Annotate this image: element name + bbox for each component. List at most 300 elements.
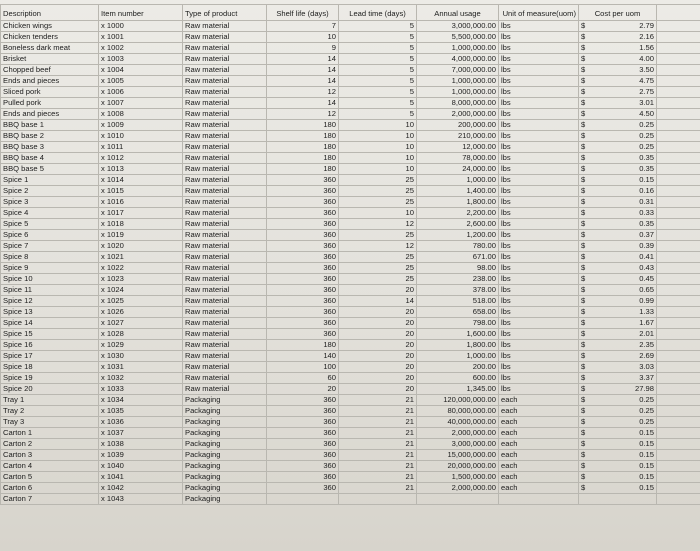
- cell-blank: [657, 164, 700, 175]
- cell-lead-time: 5: [339, 54, 417, 65]
- table-row: [1, 54, 700, 65]
- table-row: [1, 296, 700, 307]
- cell-type: Raw material: [183, 263, 267, 274]
- cell-annual-usage: 1,400.00: [417, 186, 499, 197]
- cell-type: Raw material: [183, 21, 267, 32]
- table-row: [1, 351, 700, 362]
- currency-symbol: $: [581, 428, 586, 437]
- cost-value: 2.01: [639, 329, 654, 338]
- cell-shelf-life: 360: [267, 329, 339, 340]
- cell-lead-time: 5: [339, 76, 417, 87]
- cost-value: 0.15: [639, 450, 654, 459]
- cell-type: Raw material: [183, 318, 267, 329]
- table-row: [1, 318, 700, 329]
- cell-shelf-life: 360: [267, 241, 339, 252]
- cost-value: 1.67: [639, 318, 654, 327]
- cell-uom: lbs: [499, 340, 579, 351]
- cost-value: 0.16: [639, 186, 654, 195]
- cell-cost: [579, 483, 657, 494]
- cell-uom: lbs: [499, 329, 579, 340]
- cell-cost: [579, 153, 657, 164]
- cell-annual-usage: 671.00: [417, 252, 499, 263]
- table-row: [1, 384, 700, 395]
- cell-uom: lbs: [499, 285, 579, 296]
- cell-uom: lbs: [499, 32, 579, 43]
- cost-value: 2.69: [639, 351, 654, 360]
- currency-symbol: $: [581, 98, 586, 107]
- cell-description: Boneless dark meat: [1, 43, 99, 54]
- cell-description: Spice 11: [1, 285, 99, 296]
- cell-cost: [579, 43, 657, 54]
- cell-shelf-life: 180: [267, 120, 339, 131]
- cell-uom: lbs: [499, 43, 579, 54]
- cell-type: Raw material: [183, 120, 267, 131]
- cell-description: Spice 19: [1, 373, 99, 384]
- cell-cost: [579, 76, 657, 87]
- cell-blank: [657, 406, 700, 417]
- cell-cost: [579, 406, 657, 417]
- cell-item-number: x 1010: [99, 131, 183, 142]
- cell-shelf-life: 360: [267, 197, 339, 208]
- cell-cost: [579, 329, 657, 340]
- cell-type: Raw material: [183, 175, 267, 186]
- inventory-table: [0, 4, 700, 505]
- currency-symbol: $: [581, 208, 586, 217]
- cell-lead-time: 12: [339, 219, 417, 230]
- cell-type: Raw material: [183, 131, 267, 142]
- cell-uom: lbs: [499, 109, 579, 120]
- cell-shelf-life: [267, 494, 339, 505]
- cell-blank: [657, 417, 700, 428]
- table-row: [1, 362, 700, 373]
- cost-value: 0.33: [639, 208, 654, 217]
- cell-item-number: x 1039: [99, 450, 183, 461]
- cell-shelf-life: 360: [267, 318, 339, 329]
- cell-description: Spice 4: [1, 208, 99, 219]
- cell-uom: lbs: [499, 307, 579, 318]
- cell-shelf-life: 10: [267, 32, 339, 43]
- cell-uom: lbs: [499, 87, 579, 98]
- cost-value: 3.37: [639, 373, 654, 382]
- cell-blank: [657, 76, 700, 87]
- cost-value: 0.15: [639, 472, 654, 481]
- cell-annual-usage: 1,000,000.00: [417, 76, 499, 87]
- table-row: [1, 252, 700, 263]
- cell-type: Raw material: [183, 362, 267, 373]
- cell-description: Spice 13: [1, 307, 99, 318]
- cell-cost: [579, 472, 657, 483]
- table-row: [1, 197, 700, 208]
- cell-annual-usage: 40,000,000.00: [417, 417, 499, 428]
- cell-blank: [657, 373, 700, 384]
- cell-type: Packaging: [183, 395, 267, 406]
- table-body: [1, 21, 700, 505]
- currency-symbol: $: [581, 230, 586, 239]
- cell-lead-time: 20: [339, 285, 417, 296]
- cell-shelf-life: 14: [267, 54, 339, 65]
- cost-value: 0.25: [639, 395, 654, 404]
- currency-symbol: $: [581, 153, 586, 162]
- table-row: [1, 21, 700, 32]
- cell-blank: [657, 43, 700, 54]
- table-row: [1, 428, 700, 439]
- cell-description: Spice 18: [1, 362, 99, 373]
- cell-cost: [579, 274, 657, 285]
- cell-item-number: x 1002: [99, 43, 183, 54]
- cell-annual-usage: 378.00: [417, 285, 499, 296]
- cell-type: Raw material: [183, 208, 267, 219]
- cell-cost: [579, 263, 657, 274]
- cell-shelf-life: 360: [267, 450, 339, 461]
- cell-blank: [657, 131, 700, 142]
- table-row: [1, 417, 700, 428]
- header-item-number: Item number: [99, 5, 183, 21]
- cell-uom: lbs: [499, 98, 579, 109]
- cell-shelf-life: 100: [267, 362, 339, 373]
- cell-lead-time: 25: [339, 263, 417, 274]
- cell-blank: [657, 428, 700, 439]
- cell-item-number: x 1014: [99, 175, 183, 186]
- cost-value: 1.56: [639, 43, 654, 52]
- cell-type: Raw material: [183, 76, 267, 87]
- currency-symbol: $: [581, 307, 586, 316]
- cell-shelf-life: 180: [267, 131, 339, 142]
- cell-lead-time: 5: [339, 65, 417, 76]
- cell-blank: [657, 197, 700, 208]
- cell-uom: each: [499, 450, 579, 461]
- currency-symbol: $: [581, 384, 586, 393]
- cost-value: 0.25: [639, 142, 654, 151]
- cell-type: Raw material: [183, 32, 267, 43]
- cell-cost: [579, 428, 657, 439]
- cell-description: Spice 9: [1, 263, 99, 274]
- cell-description: Ends and pieces: [1, 109, 99, 120]
- cell-cost: [579, 219, 657, 230]
- cell-blank: [657, 274, 700, 285]
- cost-value: 0.15: [639, 461, 654, 470]
- cell-shelf-life: 180: [267, 340, 339, 351]
- table-row: [1, 340, 700, 351]
- cell-item-number: x 1032: [99, 373, 183, 384]
- cell-type: Packaging: [183, 406, 267, 417]
- cell-shelf-life: 360: [267, 417, 339, 428]
- cell-lead-time: 21: [339, 428, 417, 439]
- cell-item-number: x 1034: [99, 395, 183, 406]
- cell-shelf-life: 360: [267, 263, 339, 274]
- cell-annual-usage: 120,000,000.00: [417, 395, 499, 406]
- cell-item-number: x 1037: [99, 428, 183, 439]
- currency-symbol: $: [581, 186, 586, 195]
- cell-uom: lbs: [499, 318, 579, 329]
- cell-cost: [579, 439, 657, 450]
- cell-cost: [579, 351, 657, 362]
- cell-description: Sliced pork: [1, 87, 99, 98]
- cell-type: Raw material: [183, 384, 267, 395]
- currency-symbol: $: [581, 417, 586, 426]
- cell-annual-usage: 238.00: [417, 274, 499, 285]
- cell-type: Packaging: [183, 450, 267, 461]
- cell-lead-time: 21: [339, 472, 417, 483]
- cell-description: Spice 16: [1, 340, 99, 351]
- table-row: [1, 219, 700, 230]
- cell-blank: [657, 252, 700, 263]
- cell-item-number: x 1043: [99, 494, 183, 505]
- cell-description: Chicken wings: [1, 21, 99, 32]
- cell-item-number: x 1021: [99, 252, 183, 263]
- cell-annual-usage: 2,000,000.00: [417, 483, 499, 494]
- cell-uom: lbs: [499, 131, 579, 142]
- currency-symbol: $: [581, 76, 586, 85]
- cell-uom: lbs: [499, 219, 579, 230]
- cell-description: Brisket: [1, 54, 99, 65]
- cell-type: Raw material: [183, 197, 267, 208]
- cell-item-number: x 1004: [99, 65, 183, 76]
- cell-lead-time: 25: [339, 197, 417, 208]
- cell-item-number: x 1001: [99, 32, 183, 43]
- cell-blank: [657, 351, 700, 362]
- cost-value: 0.15: [639, 428, 654, 437]
- cell-description: BBQ base 1: [1, 120, 99, 131]
- cell-annual-usage: 518.00: [417, 296, 499, 307]
- cell-type: Raw material: [183, 307, 267, 318]
- cell-blank: [657, 21, 700, 32]
- cell-item-number: x 1018: [99, 219, 183, 230]
- cell-blank: [657, 439, 700, 450]
- cell-annual-usage: 1,000,000.00: [417, 43, 499, 54]
- cell-annual-usage: 3,000,000.00: [417, 21, 499, 32]
- cost-value: 2.16: [639, 32, 654, 41]
- cell-shelf-life: 360: [267, 175, 339, 186]
- cell-item-number: x 1009: [99, 120, 183, 131]
- table-row: [1, 131, 700, 142]
- cell-shelf-life: 360: [267, 285, 339, 296]
- cell-shelf-life: 140: [267, 351, 339, 362]
- cell-type: Raw material: [183, 241, 267, 252]
- cost-value: 27.98: [634, 384, 654, 393]
- currency-symbol: $: [581, 406, 586, 415]
- cost-value: 0.25: [639, 406, 654, 415]
- cell-blank: [657, 362, 700, 373]
- cell-lead-time: 5: [339, 32, 417, 43]
- currency-symbol: $: [581, 175, 586, 184]
- cell-item-number: x 1020: [99, 241, 183, 252]
- cell-blank: [657, 32, 700, 43]
- cell-blank: [657, 384, 700, 395]
- cell-uom: lbs: [499, 263, 579, 274]
- cell-cost: [579, 54, 657, 65]
- cell-cost: [579, 241, 657, 252]
- cell-description: Spice 2: [1, 186, 99, 197]
- cell-lead-time: 25: [339, 230, 417, 241]
- cost-value: 0.35: [639, 219, 654, 228]
- currency-symbol: $: [581, 131, 586, 140]
- cell-uom: lbs: [499, 197, 579, 208]
- cell-uom: each: [499, 428, 579, 439]
- cost-value: 4.50: [639, 109, 654, 118]
- currency-symbol: $: [581, 395, 586, 404]
- cell-description: Carton 4: [1, 461, 99, 472]
- cell-type: Raw material: [183, 274, 267, 285]
- cell-shelf-life: 360: [267, 219, 339, 230]
- cell-annual-usage: 200.00: [417, 362, 499, 373]
- cell-lead-time: 10: [339, 208, 417, 219]
- cell-item-number: x 1019: [99, 230, 183, 241]
- cell-annual-usage: 5,500,000.00: [417, 32, 499, 43]
- cell-description: Carton 3: [1, 450, 99, 461]
- cell-uom: lbs: [499, 373, 579, 384]
- cost-value: 0.35: [639, 164, 654, 173]
- cell-uom: lbs: [499, 384, 579, 395]
- cost-value: 0.25: [639, 417, 654, 426]
- cell-annual-usage: 15,000,000.00: [417, 450, 499, 461]
- cell-cost: [579, 373, 657, 384]
- cell-annual-usage: 80,000,000.00: [417, 406, 499, 417]
- cell-lead-time: 10: [339, 142, 417, 153]
- cell-item-number: x 1022: [99, 263, 183, 274]
- cell-description: Tray 1: [1, 395, 99, 406]
- cell-item-number: x 1042: [99, 483, 183, 494]
- table-row: [1, 65, 700, 76]
- cell-shelf-life: 60: [267, 373, 339, 384]
- cell-item-number: x 1025: [99, 296, 183, 307]
- cell-annual-usage: 20,000,000.00: [417, 461, 499, 472]
- cell-description: Pulled pork: [1, 98, 99, 109]
- cell-annual-usage: 200,000.00: [417, 120, 499, 131]
- cell-blank: [657, 65, 700, 76]
- cell-description: Spice 6: [1, 230, 99, 241]
- currency-symbol: $: [581, 351, 586, 360]
- cell-blank: [657, 263, 700, 274]
- cell-description: Tray 3: [1, 417, 99, 428]
- table-row: [1, 76, 700, 87]
- cost-value: 3.50: [639, 65, 654, 74]
- cost-value: 4.00: [639, 54, 654, 63]
- header-uom: Unit of measure(uom): [499, 5, 579, 21]
- table-row: [1, 87, 700, 98]
- cell-cost: [579, 98, 657, 109]
- cell-lead-time: 21: [339, 417, 417, 428]
- cell-blank: [657, 296, 700, 307]
- table-row: [1, 142, 700, 153]
- table-row: [1, 109, 700, 120]
- cell-description: BBQ base 3: [1, 142, 99, 153]
- cell-uom: each: [499, 439, 579, 450]
- cell-lead-time: 20: [339, 373, 417, 384]
- cell-annual-usage: 780.00: [417, 241, 499, 252]
- currency-symbol: $: [581, 274, 586, 283]
- cell-blank: [657, 450, 700, 461]
- cell-uom: lbs: [499, 65, 579, 76]
- cell-type: Raw material: [183, 65, 267, 76]
- cell-lead-time: 25: [339, 274, 417, 285]
- cell-annual-usage: 2,200.00: [417, 208, 499, 219]
- table-row: [1, 98, 700, 109]
- cell-item-number: x 1006: [99, 87, 183, 98]
- cell-annual-usage: 24,000.00: [417, 164, 499, 175]
- cell-annual-usage: 1,600.00: [417, 329, 499, 340]
- cell-cost: [579, 461, 657, 472]
- cell-blank: [657, 120, 700, 131]
- cell-blank: [657, 483, 700, 494]
- cell-description: Carton 5: [1, 472, 99, 483]
- cell-description: Spice 5: [1, 219, 99, 230]
- cell-type: Packaging: [183, 428, 267, 439]
- table-row: [1, 461, 700, 472]
- cell-description: Spice 3: [1, 197, 99, 208]
- cell-uom: each: [499, 461, 579, 472]
- cost-value: 3.03: [639, 362, 654, 371]
- cell-blank: [657, 318, 700, 329]
- cell-type: Raw material: [183, 87, 267, 98]
- currency-symbol: $: [581, 461, 586, 470]
- cell-uom: lbs: [499, 252, 579, 263]
- cell-type: Packaging: [183, 417, 267, 428]
- cell-lead-time: 10: [339, 153, 417, 164]
- cell-shelf-life: 360: [267, 472, 339, 483]
- cost-value: 1.33: [639, 307, 654, 316]
- cell-description: Ends and pieces: [1, 76, 99, 87]
- table-row: [1, 373, 700, 384]
- header-row: [1, 5, 700, 21]
- cost-value: 0.15: [639, 483, 654, 492]
- cell-shelf-life: 360: [267, 307, 339, 318]
- currency-symbol: $: [581, 109, 586, 118]
- cell-cost: [579, 494, 657, 505]
- cell-item-number: x 1035: [99, 406, 183, 417]
- cell-description: Carton 1: [1, 428, 99, 439]
- cell-shelf-life: 14: [267, 76, 339, 87]
- cost-value: 0.99: [639, 296, 654, 305]
- cell-description: Carton 6: [1, 483, 99, 494]
- cost-value: 2.35: [639, 340, 654, 349]
- cell-cost: [579, 252, 657, 263]
- cell-uom: lbs: [499, 362, 579, 373]
- cell-blank: [657, 340, 700, 351]
- cell-type: Raw material: [183, 340, 267, 351]
- header-annual-usage: Annual usage: [417, 5, 499, 21]
- cell-description: Spice 10: [1, 274, 99, 285]
- cell-description: Spice 1: [1, 175, 99, 186]
- cell-description: Spice 14: [1, 318, 99, 329]
- currency-symbol: $: [581, 318, 586, 327]
- cell-annual-usage: 98.00: [417, 263, 499, 274]
- cost-value: 0.25: [639, 120, 654, 129]
- table-row: [1, 241, 700, 252]
- cell-shelf-life: 360: [267, 439, 339, 450]
- cell-item-number: x 1017: [99, 208, 183, 219]
- cell-annual-usage: 1,000,000.00: [417, 87, 499, 98]
- cell-blank: [657, 230, 700, 241]
- cell-uom: each: [499, 406, 579, 417]
- header-lead-time: Lead time (days): [339, 5, 417, 21]
- cell-uom: each: [499, 395, 579, 406]
- cell-uom: lbs: [499, 164, 579, 175]
- cell-type: Raw material: [183, 164, 267, 175]
- cell-cost: [579, 109, 657, 120]
- currency-symbol: $: [581, 252, 586, 261]
- cell-shelf-life: 360: [267, 406, 339, 417]
- cell-uom: lbs: [499, 186, 579, 197]
- cell-cost: [579, 142, 657, 153]
- cell-uom: lbs: [499, 296, 579, 307]
- cell-cost: [579, 340, 657, 351]
- cell-type: Packaging: [183, 461, 267, 472]
- cell-blank: [657, 98, 700, 109]
- cell-type: Raw material: [183, 296, 267, 307]
- cell-description: Spice 8: [1, 252, 99, 263]
- cell-lead-time: 5: [339, 43, 417, 54]
- cell-type: Raw material: [183, 153, 267, 164]
